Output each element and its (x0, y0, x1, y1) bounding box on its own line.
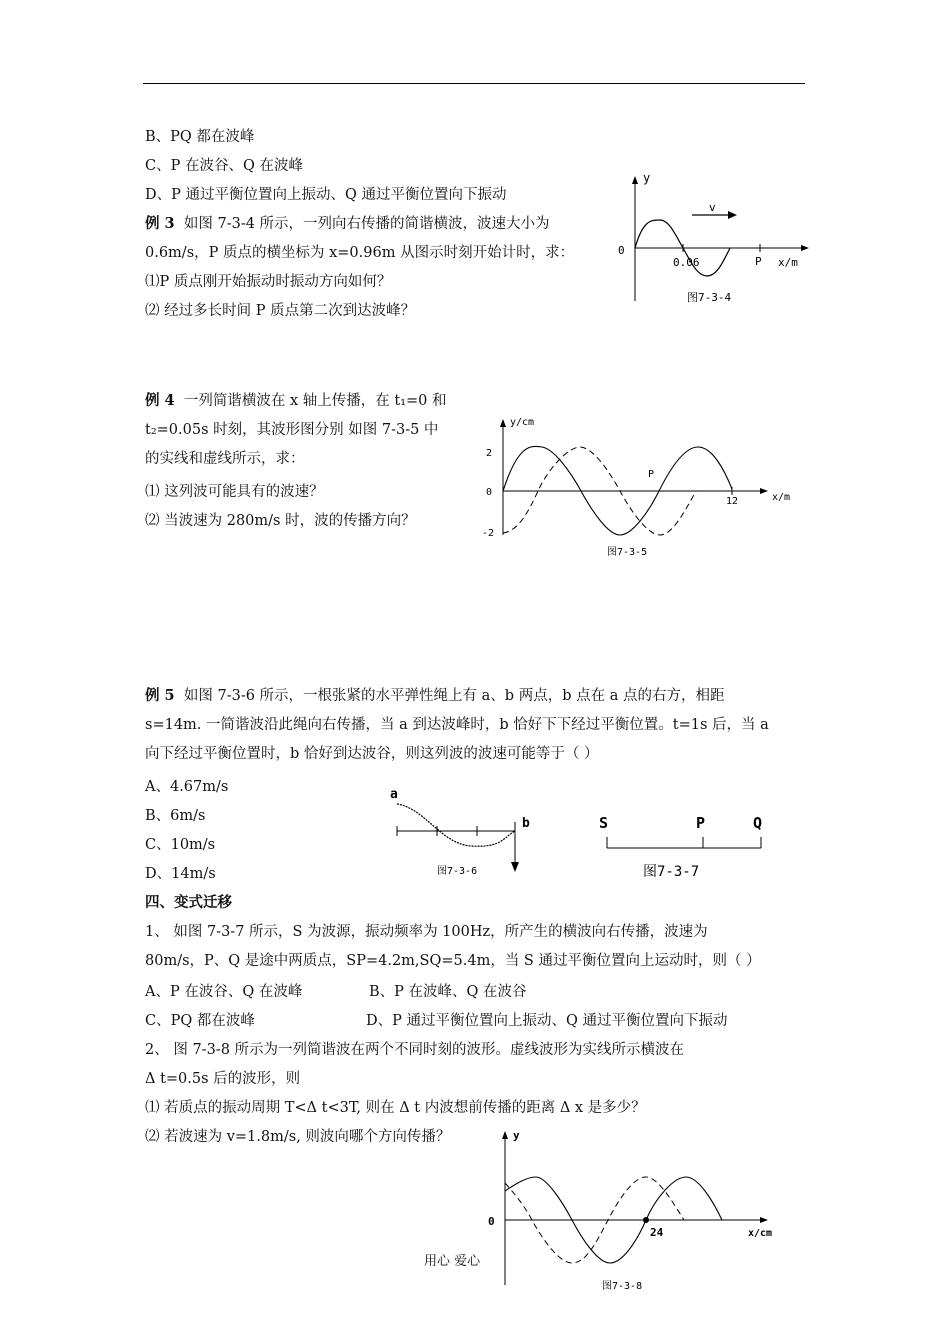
fig734-x-label: x/m (778, 256, 798, 269)
fig736-arrow (511, 862, 519, 872)
fig738-x-label: x/cm (748, 1228, 773, 1239)
fig736-b: b (522, 816, 530, 831)
fig735-p: P (648, 469, 655, 480)
example3-line1 (145, 214, 550, 234)
fig735-x-tick: 12 (726, 496, 739, 507)
example4-q2: ⑵ 当波速为 280m/s 时，波的传播方向？ (145, 513, 416, 529)
fig737-q: Q (753, 814, 763, 832)
example3-q1: ⑴P 质点刚开始振动时振动方向如何？ (145, 274, 392, 290)
page-footer: 用心 爱心 (424, 1254, 481, 1269)
example4-line2: t₂=0.05s 时刻，其波形图分别 如图 7-3-5 中 (145, 422, 439, 438)
sec4-q2-line2: Δ t=0.5s 后的波形，则 (145, 1071, 301, 1087)
fig734-caption: 图7-3-4 (687, 291, 732, 304)
example3-label: 例 3 (145, 215, 175, 232)
sec4-q2-sub2: ⑵ 若波速为 v=1.8m/s, 则波向哪个方向传播？ (145, 1129, 451, 1145)
fig736-a: a (390, 787, 398, 802)
sec4-q1-line1: 1、 如图 7-3-7 所示，S 为波源，振动频率为 100Hz，所产生的横波向右传播，波速为 (145, 924, 708, 940)
figure-7-3-5 (470, 405, 805, 565)
example5-text1: 如图 7-3-6 所示，一根张紧的水平弹性绳上有 a、b 两点，b 点在 a 点的右方，相距 (183, 688, 725, 704)
fig736-wave (397, 804, 515, 846)
figure-7-3-6 (385, 782, 545, 882)
example5-label: 例 5 (145, 687, 175, 704)
sec4-q1-option-a: A、P 在波谷、Q 在波峰 (145, 984, 303, 1000)
header-rule (143, 83, 805, 84)
fig735-y-top: 2 (486, 448, 493, 459)
fig735-y-label: y/cm (510, 417, 535, 428)
fig736-caption: 图7-3-6 (437, 866, 478, 877)
fig738-origin: 0 (488, 1215, 495, 1228)
sec4-q2-line1: 2、 图 7-3-8 所示为一列简谐波在两个不同时刻的波形。虚线波形为实线所示横波在 (145, 1042, 685, 1058)
fig734-arrow (728, 211, 737, 219)
fig738-caption: 图7-3-8 (602, 1281, 643, 1292)
example5-option-b: B、6m/s (145, 808, 206, 824)
prev-option-d: D、P 通过平衡位置向上振动、Q 通过平衡位置向下振动 (145, 187, 507, 203)
example5-line1 (145, 686, 724, 706)
example4-line3: 的实线和虚线所示，求： (145, 451, 305, 467)
sec4-q1-line2: 80m/s，P、Q 是途中两质点，SP=4.2m,SQ=5.4m，当 S 通过平衡位置向上运动时，则（ ） (145, 953, 761, 969)
sec4-q1-option-c: C、PQ 都在波峰 (145, 1013, 255, 1029)
example5-option-d: D、14m/s (145, 866, 216, 882)
example4-label: 例 4 (145, 392, 175, 409)
fig734-p: P (755, 255, 762, 268)
fig737-caption: 图7-3-7 (643, 864, 700, 880)
example5-line3: 向下经过平衡位置时，b 恰好到达波谷，则这列波的波速可能等于（ ） (145, 746, 599, 762)
fig735-x-label: x/m (772, 492, 791, 503)
example3-line2: 0.6m/s，P 质点的横坐标为 x=0.96m 从图示时刻开始计时，求： (145, 245, 575, 261)
fig735-y-bot: -2 (482, 528, 495, 539)
fig734-origin: 0 (618, 244, 625, 257)
fig738-x-tick: 24 (650, 1226, 664, 1239)
fig737-s: S (599, 814, 609, 832)
sec4-q2-sub1: ⑴ 若质点的振动周期 T<Δ t<3T, 则在 Δ t 内波想前传播的距离 Δ x 是多少？ (145, 1100, 646, 1116)
figure-7-3-8 (480, 1125, 780, 1290)
fig734-v: v (709, 201, 716, 214)
example3-q2: ⑵ 经过多长时间 P 质点第二次到达波峰？ (145, 303, 416, 319)
fig735-origin: 0 (486, 487, 493, 498)
example4-line1 (145, 391, 447, 411)
fig737-p: P (696, 814, 706, 832)
example4-text1: 一列简谐横波在 x 轴上传播，在 t₁=0 和 (183, 393, 447, 409)
fig735-caption: 图7-3-5 (607, 547, 648, 558)
prev-option-b: B、PQ 都在波峰 (145, 129, 255, 145)
fig734-y-label: y (643, 171, 651, 185)
fig738-point (643, 1217, 649, 1223)
figure-7-3-4 (605, 168, 815, 313)
section4-title: 四、变式迁移 (145, 894, 232, 911)
example5-line2: s=14m. 一简谐波沿此绳向右传播，当 a 到达波峰时，b 恰好下下经过平衡位置。t=1s 后，当 a (145, 717, 769, 733)
example3-text1: 如图 7-3-4 所示，一列向右传播的简谐横波，波速大小为 (183, 216, 550, 232)
sec4-q1-option-b: B、P 在波峰、Q 在波谷 (369, 984, 527, 1000)
prev-option-c: C、P 在波谷、Q 在波峰 (145, 158, 303, 174)
example5-option-c: C、10m/s (145, 837, 216, 853)
sec4-q1-option-d: D、P 通过平衡位置向上振动、Q 通过平衡位置向下振动 (366, 1013, 728, 1029)
fig734-tick: 0.06 (673, 256, 700, 269)
example4-q1: ⑴ 这列波可能具有的波速？ (145, 484, 324, 500)
figure-7-3-7 (595, 808, 785, 888)
fig738-y-label: y (513, 1129, 520, 1142)
example5-option-a: A、4.67m/s (145, 779, 229, 795)
